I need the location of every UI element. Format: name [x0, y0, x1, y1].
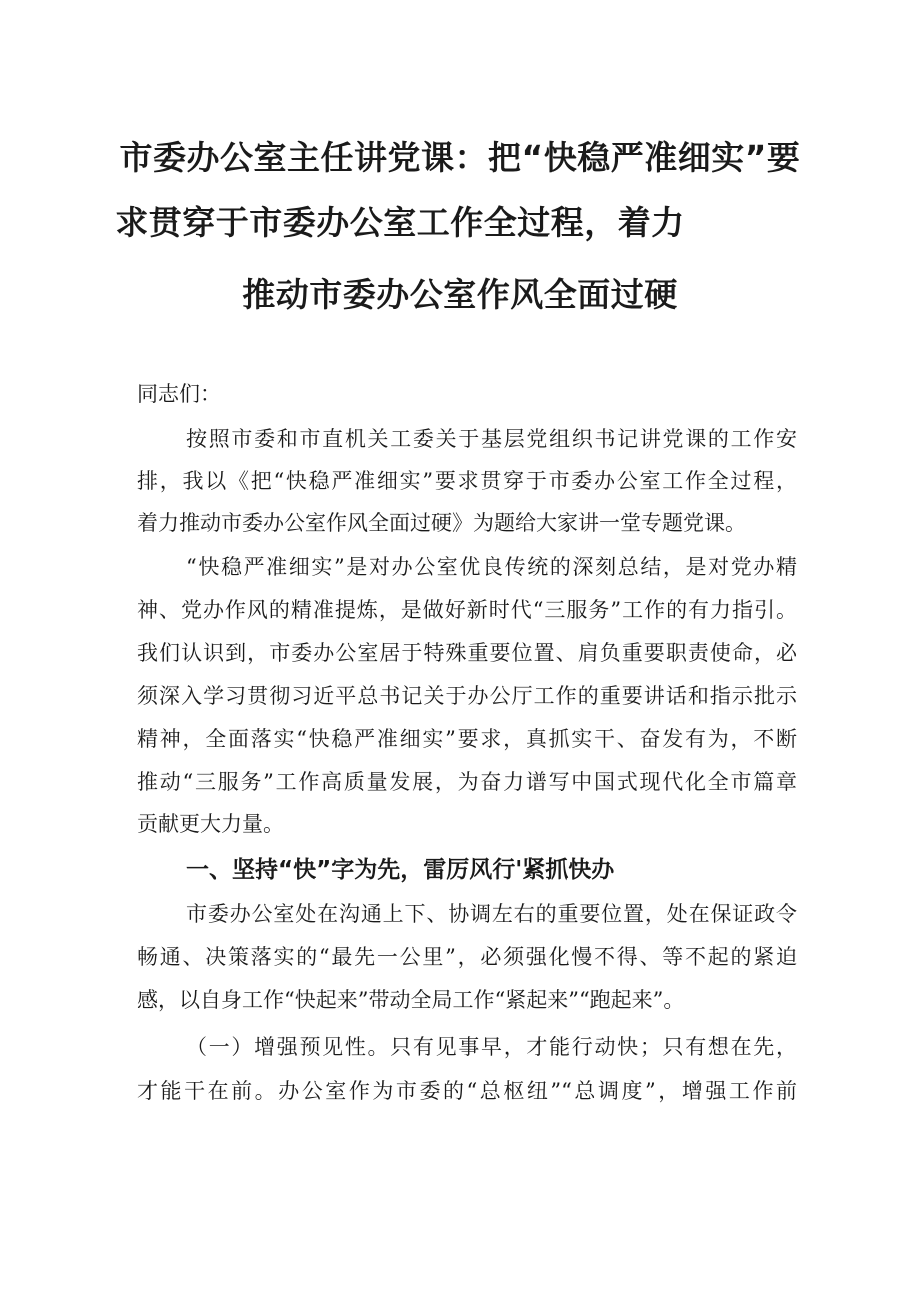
paragraph-2-line-1: “快稳严准细实”是对办公室优良传统的深刻总结，是对党办精	[186, 555, 797, 579]
paragraph-2-line-7: 贡献更大力量。	[137, 812, 284, 836]
paragraph-3-line-3: 感，以自身工作“快起来”带动全局工作“紧起来”“跑起来”。	[137, 988, 685, 1012]
paragraph-2-line-3: 我们认识到，市委办公室居于特殊重要位置、肩负重要职责使命，必	[137, 641, 797, 665]
title-line-2: 求贯穿于市委办公室工作全过程，着力	[115, 203, 685, 242]
paragraph-1-line-2: 排，我以《把“快稳严准细实”要求贯穿于市委办公室工作全过程，	[137, 469, 797, 493]
paragraph-1-line-1: 按照市委和市直机关工委关于基层党组织书记讲党课的工作安	[186, 427, 797, 451]
salutation: 同志们：	[137, 382, 221, 406]
paragraph-4-line-1: （一）增强预见性。只有见事早，才能行动快；只有想在先，	[186, 1035, 797, 1059]
paragraph-3-line-1: 市委办公室处在沟通上下、协调左右的重要位置，处在保证政令	[186, 902, 797, 926]
paragraph-1-line-3: 着力推动市委办公室作风全面过硬》为题给大家讲一堂专题党课。	[137, 511, 746, 535]
section-1-heading: 一、坚持“快”字为先，雷厉风行'紧抓快办	[186, 857, 615, 883]
title-line-3: 推动市委办公室作风全面过硬	[242, 275, 678, 314]
paragraph-2-line-6: 推动“三服务”工作高质量发展，为奋力谱写中国式现代化全市篇章	[137, 770, 797, 794]
title-line-1: 市委办公室主任讲党课：把“快稳严准细实”要	[119, 138, 801, 177]
paragraph-2-line-4: 须深入学习贯彻习近平总书记关于办公厅工作的重要讲话和指示批示	[137, 684, 797, 708]
paragraph-2-line-2: 神、党办作风的精准提炼，是做好新时代“三服务”工作的有力指引。	[137, 598, 797, 622]
paragraph-4-line-2: 才能干在前。办公室作为市委的“总枢纽”“总调度”，增强工作前	[137, 1079, 797, 1103]
paragraph-2-line-5: 精神，全面落实“快稳严准细实”要求，真抓实干、奋发有为，不断	[137, 727, 797, 751]
paragraph-3-line-2: 畅通、决策落实的“最先一公里”，必须强化慢不得、等不起的紧迫	[137, 945, 797, 969]
